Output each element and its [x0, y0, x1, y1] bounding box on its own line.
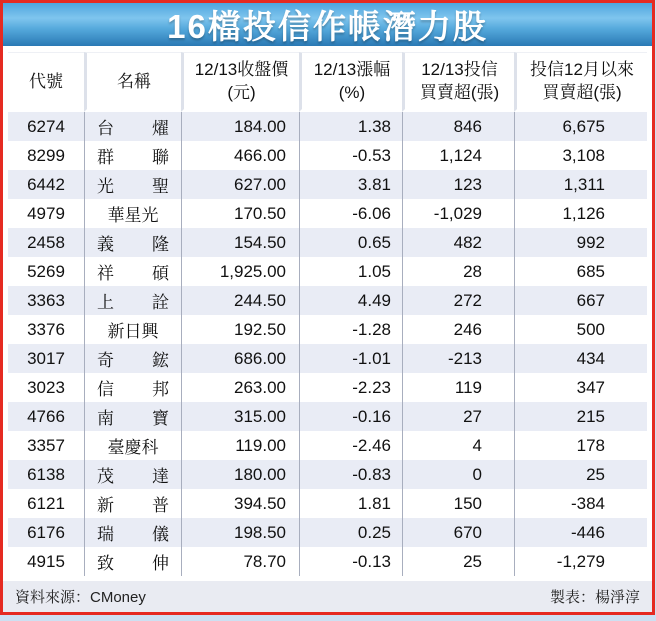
- net-buy-dec-cell: 1,311: [514, 170, 647, 199]
- change-pct-cell: 1.81: [299, 489, 402, 518]
- column-header: [8, 52, 84, 112]
- stock-name: 臺慶科: [107, 438, 159, 457]
- stock-name: 群 聯: [97, 148, 169, 167]
- source-credit: 資料來源：CMoney: [15, 589, 146, 606]
- net-buy-dec-cell: 685: [514, 257, 647, 286]
- stock-name-cell: [84, 170, 181, 199]
- change-pct-cell: 3.81: [299, 170, 402, 199]
- table-area: [3, 46, 652, 579]
- stock-name-cell: [84, 141, 181, 170]
- table-row: [8, 170, 647, 199]
- table-row: [8, 257, 647, 286]
- table-row: [8, 460, 647, 489]
- table-row: [8, 518, 647, 547]
- change-pct-cell: 0.25: [299, 518, 402, 547]
- table-row: [8, 402, 647, 431]
- change-pct-cell: -2.23: [299, 373, 402, 402]
- stock-name-cell: [84, 112, 181, 141]
- net-buy-dec-cell: 992: [514, 228, 647, 257]
- stock-code-cell: 3023: [8, 373, 84, 402]
- net-buy-dec-cell: 1,126: [514, 199, 647, 228]
- stock-name: 義 隆: [97, 235, 169, 254]
- change-pct-cell: -0.83: [299, 460, 402, 489]
- close-price-cell: 315.00: [181, 402, 299, 431]
- author-credit: 製表：楊淨淳: [549, 589, 640, 606]
- table-row: [8, 112, 647, 141]
- stock-name-cell: [84, 518, 181, 547]
- net-buy-1213-cell: 272: [402, 286, 514, 315]
- stock-name-cell: [84, 344, 181, 373]
- net-buy-dec-cell: 25: [514, 460, 647, 489]
- stock-name: 致 伸: [97, 554, 169, 573]
- column-header: [84, 52, 181, 112]
- stock-name: 光 聖: [97, 177, 169, 196]
- stock-name: 南 寶: [97, 409, 169, 428]
- net-buy-dec-cell: 3,108: [514, 141, 647, 170]
- net-buy-dec-cell: -1,279: [514, 547, 647, 576]
- close-price-cell: 263.00: [181, 373, 299, 402]
- close-price-cell: 627.00: [181, 170, 299, 199]
- stock-code-cell: 8299: [8, 141, 84, 170]
- net-buy-1213-cell: 0: [402, 460, 514, 489]
- net-buy-1213-cell: 846: [402, 112, 514, 141]
- net-buy-dec-cell: -446: [514, 518, 647, 547]
- change-pct-cell: 1.05: [299, 257, 402, 286]
- table-row: [8, 373, 647, 402]
- net-buy-dec-cell: 215: [514, 402, 647, 431]
- close-price-cell: 244.50: [181, 286, 299, 315]
- table-row: [8, 141, 647, 170]
- stock-name-cell: [84, 373, 181, 402]
- stock-name: 茂 達: [97, 467, 169, 486]
- column-header: [402, 52, 514, 112]
- stock-name-cell: [84, 199, 181, 228]
- close-price-cell: 394.50: [181, 489, 299, 518]
- change-pct-cell: -2.46: [299, 431, 402, 460]
- change-pct-cell: -0.16: [299, 402, 402, 431]
- net-buy-1213-cell: 28: [402, 257, 514, 286]
- column-header: [514, 52, 647, 112]
- net-buy-1213-cell: 150: [402, 489, 514, 518]
- header-line2: (元): [227, 83, 256, 102]
- stock-name: 新 普: [97, 496, 169, 515]
- column-header: [299, 52, 402, 112]
- table-row: [8, 286, 647, 315]
- stock-name-cell: [84, 460, 181, 489]
- change-pct-cell: -0.53: [299, 141, 402, 170]
- close-price-cell: 1,925.00: [181, 257, 299, 286]
- close-price-cell: 198.50: [181, 518, 299, 547]
- header-line1: 投信12月以來: [530, 60, 634, 79]
- stock-name-cell: [84, 489, 181, 518]
- stock-name: 奇 鋐: [97, 351, 169, 370]
- stock-code-cell: 6274: [8, 112, 84, 141]
- stock-name-cell: [84, 257, 181, 286]
- header-line1: 12/13漲幅: [313, 60, 391, 79]
- change-pct-cell: 0.65: [299, 228, 402, 257]
- close-price-cell: 466.00: [181, 141, 299, 170]
- table-row: [8, 315, 647, 344]
- stock-name: 華星光: [107, 206, 159, 225]
- stock-code-cell: 6121: [8, 489, 84, 518]
- title-bar: [3, 3, 652, 46]
- stock-code-cell: 6176: [8, 518, 84, 547]
- column-header: [181, 52, 299, 112]
- stock-code-cell: 6442: [8, 170, 84, 199]
- stock-name-cell: [84, 402, 181, 431]
- footer-bar: [3, 581, 652, 612]
- stock-name-cell: [84, 286, 181, 315]
- table-row: [8, 547, 647, 576]
- net-buy-dec-cell: 500: [514, 315, 647, 344]
- header-row: [8, 52, 647, 112]
- close-price-cell: 170.50: [181, 199, 299, 228]
- stock-code-cell: 3363: [8, 286, 84, 315]
- stock-code-cell: 3376: [8, 315, 84, 344]
- net-buy-dec-cell: 434: [514, 344, 647, 373]
- close-price-cell: 180.00: [181, 460, 299, 489]
- net-buy-1213-cell: 1,124: [402, 141, 514, 170]
- header-line1: 12/13投信: [421, 60, 498, 79]
- page-title: 16檔投信作帳潛力股: [167, 8, 488, 45]
- change-pct-cell: 4.49: [299, 286, 402, 315]
- header-line2: (%): [338, 83, 366, 102]
- close-price-cell: 184.00: [181, 112, 299, 141]
- stock-name: 上 詮: [97, 293, 169, 312]
- stock-code-cell: 4915: [8, 547, 84, 576]
- table-row: [8, 344, 647, 373]
- net-buy-dec-cell: 667: [514, 286, 647, 315]
- net-buy-1213-cell: 25: [402, 547, 514, 576]
- net-buy-1213-cell: 246: [402, 315, 514, 344]
- stock-code-cell: 6138: [8, 460, 84, 489]
- net-buy-dec-cell: -384: [514, 489, 647, 518]
- header-line2: 買賣超(張): [542, 83, 622, 102]
- net-buy-1213-cell: 482: [402, 228, 514, 257]
- net-buy-1213-cell: 27: [402, 402, 514, 431]
- table-row: [8, 228, 647, 257]
- net-buy-1213-cell: 4: [402, 431, 514, 460]
- stock-name: 台 燿: [97, 119, 169, 138]
- close-price-cell: 192.50: [181, 315, 299, 344]
- table-row: [8, 431, 647, 460]
- header-line1: 名稱: [117, 71, 151, 91]
- stock-code-cell: 3357: [8, 431, 84, 460]
- stock-code-cell: 4766: [8, 402, 84, 431]
- header-line1: 12/13收盤價: [194, 60, 289, 79]
- stock-name: 祥 碩: [97, 264, 169, 283]
- change-pct-cell: -1.28: [299, 315, 402, 344]
- stock-code-cell: 3017: [8, 344, 84, 373]
- stock-code-cell: 2458: [8, 228, 84, 257]
- close-price-cell: 119.00: [181, 431, 299, 460]
- net-buy-1213-cell: -1,029: [402, 199, 514, 228]
- stock-name-cell: [84, 431, 181, 460]
- stock-name-cell: [84, 547, 181, 576]
- net-buy-dec-cell: 347: [514, 373, 647, 402]
- stock-name: 信 邦: [97, 380, 169, 399]
- net-buy-1213-cell: -213: [402, 344, 514, 373]
- change-pct-cell: 1.38: [299, 112, 402, 141]
- net-buy-dec-cell: 6,675: [514, 112, 647, 141]
- change-pct-cell: -6.06: [299, 199, 402, 228]
- table-row: [8, 199, 647, 228]
- stock-code-cell: 5269: [8, 257, 84, 286]
- header-line2: 買賣超(張): [419, 83, 500, 102]
- close-price-cell: 686.00: [181, 344, 299, 373]
- header-line1: 代號: [29, 71, 63, 91]
- table-row: [8, 489, 647, 518]
- close-price-cell: 78.70: [181, 547, 299, 576]
- stock-table: [8, 52, 647, 576]
- change-pct-cell: -0.13: [299, 547, 402, 576]
- stock-name: 新日興: [107, 322, 159, 341]
- close-price-cell: 154.50: [181, 228, 299, 257]
- net-buy-1213-cell: 119: [402, 373, 514, 402]
- net-buy-1213-cell: 670: [402, 518, 514, 547]
- stock-name: 瑞 儀: [97, 525, 169, 544]
- stock-code-cell: 4979: [8, 199, 84, 228]
- stock-name-cell: [84, 228, 181, 257]
- stock-name-cell: [84, 315, 181, 344]
- net-buy-1213-cell: 123: [402, 170, 514, 199]
- net-buy-dec-cell: 178: [514, 431, 647, 460]
- change-pct-cell: -1.01: [299, 344, 402, 373]
